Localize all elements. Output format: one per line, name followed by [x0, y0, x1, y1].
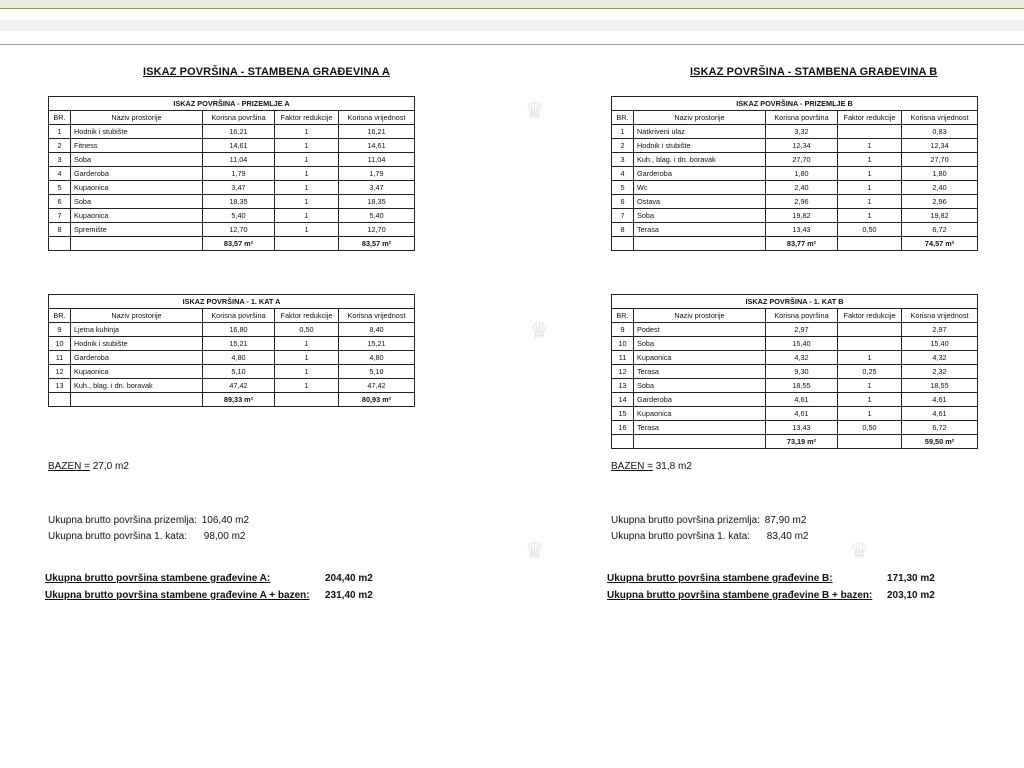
room-name: Soba: [71, 153, 203, 167]
total-value: 59,50 m²: [902, 435, 978, 449]
room-name: Soba: [71, 195, 203, 209]
watermark-crown-icon: ♛: [524, 98, 546, 123]
table-row: [612, 209, 978, 223]
sum-b-bazen-value: 203,10 m2: [887, 590, 935, 601]
room-name: Terasa: [634, 421, 766, 435]
usable-area: 11,04: [203, 153, 275, 167]
usable-area: 18,35: [203, 195, 275, 209]
room-name: Soba: [634, 209, 766, 223]
usable-area: 12,70: [203, 223, 275, 237]
table-row: [612, 195, 978, 209]
row-number: 5: [612, 181, 634, 195]
row-number: 3: [49, 153, 71, 167]
room-name: Garderoba: [71, 351, 203, 365]
room-name: Hodnik i stubište: [71, 337, 203, 351]
table-row: [612, 407, 978, 421]
usable-value: 16,21: [339, 125, 415, 139]
reduction-factor: 1: [838, 379, 902, 393]
table-row: [49, 139, 415, 153]
table-kat-a: [48, 294, 415, 407]
usable-area: 13,43: [766, 223, 838, 237]
usable-area: 2,96: [766, 195, 838, 209]
usable-area: 4,61: [766, 407, 838, 421]
table-prizemlje-a: [48, 96, 415, 251]
row-number: 10: [612, 337, 634, 351]
reduction-factor: 1: [838, 139, 902, 153]
table-caption: ISKAZ POVRŠINA - PRIZEMLJE A: [49, 97, 415, 111]
table-caption: ISKAZ POVRŠINA - 1. KAT A: [49, 295, 415, 309]
room-name: Hodnik i stubište: [634, 139, 766, 153]
bazen-a: [48, 461, 129, 472]
table-row: [612, 223, 978, 237]
column-header: Korisna vrijednost: [902, 309, 978, 323]
empty-cell: [275, 393, 339, 407]
reduction-factor: 1: [838, 209, 902, 223]
reduction-factor: 1: [838, 407, 902, 421]
usable-value: 2,96: [902, 195, 978, 209]
reduction-factor: 1: [275, 379, 339, 393]
top-frame-bar: [0, 0, 1024, 9]
sum-b-bazen-label: Ukupna brutto površina stambene građevine B + bazen:: [607, 590, 873, 601]
bruto-kat-a: [48, 531, 245, 542]
usable-area: 1,80: [766, 167, 838, 181]
bazen-b-value: 31,8 m2: [652, 461, 692, 472]
usable-value: 27,70: [902, 153, 978, 167]
table-total-row: [612, 237, 978, 251]
sum-a-label: Ukupna brutto površina stambene građevine A:: [45, 573, 271, 584]
empty-cell: [71, 237, 203, 251]
table-row: [612, 421, 978, 435]
usable-value: 3,47: [339, 181, 415, 195]
bruto-prizemlje-b-value: 87,90 m2: [764, 515, 807, 526]
row-number: 11: [49, 351, 71, 365]
usable-value: 5,10: [339, 365, 415, 379]
table-row: [612, 393, 978, 407]
empty-cell: [838, 237, 902, 251]
column-header: Korisna površina: [766, 309, 838, 323]
room-name: Garderoba: [71, 167, 203, 181]
reduction-factor: 1: [275, 209, 339, 223]
table-row: [49, 323, 415, 337]
row-number: 4: [49, 167, 71, 181]
empty-cell: [838, 435, 902, 449]
table-row: [612, 125, 978, 139]
column-header: Korisna vrijednost: [339, 309, 415, 323]
row-number: 1: [612, 125, 634, 139]
reduction-factor: 1: [275, 351, 339, 365]
table-caption: ISKAZ POVRŠINA - PRIZEMLJE B: [612, 97, 978, 111]
reduction-factor: 1: [838, 195, 902, 209]
table-row: [612, 167, 978, 181]
usable-value: 18,55: [902, 379, 978, 393]
bazen-b: [611, 461, 692, 472]
room-name: Kupaonica: [634, 407, 766, 421]
watermark-crown-icon: ♛: [529, 318, 551, 343]
table-row: [49, 181, 415, 195]
bruto-kat-b-label: Ukupna brutto površina 1. kata:: [611, 531, 750, 542]
row-number: 1: [49, 125, 71, 139]
row-number: 9: [612, 323, 634, 337]
row-number: 7: [49, 209, 71, 223]
reduction-factor: 1: [275, 337, 339, 351]
reduction-factor: 1: [275, 365, 339, 379]
empty-cell: [275, 237, 339, 251]
sum-a: [45, 573, 375, 584]
room-name: Hodnik i stubište: [71, 125, 203, 139]
room-name: Fitness: [71, 139, 203, 153]
bruto-kat-a-value: 98,00 m2: [203, 531, 246, 542]
row-number: 13: [49, 379, 71, 393]
usable-area: 4,61: [766, 393, 838, 407]
empty-cell: [634, 237, 766, 251]
sum-a-bazen-label: Ukupna brutto površina stambene građevine A + bazen:: [45, 590, 310, 601]
column-header: Naziv prostorije: [634, 111, 766, 125]
table-prizemlje-b: [611, 96, 978, 251]
usable-value: 11,04: [339, 153, 415, 167]
bruto-prizemlje-b: [611, 515, 806, 526]
row-number: 3: [612, 153, 634, 167]
table-header-row: [49, 111, 415, 125]
row-number: 2: [49, 139, 71, 153]
reduction-factor: 0,50: [838, 223, 902, 237]
column-header: Naziv prostorije: [71, 309, 203, 323]
table-row: [612, 153, 978, 167]
total-area: 83,77 m²: [766, 237, 838, 251]
table-total-row: [49, 393, 415, 407]
table-caption: ISKAZ POVRŠINA - 1. KAT B: [612, 295, 978, 309]
usable-value: 4,32: [902, 351, 978, 365]
usable-value: 4,61: [902, 393, 978, 407]
usable-area: 9,30: [766, 365, 838, 379]
reduction-factor: 1: [838, 153, 902, 167]
usable-area: 2,97: [766, 323, 838, 337]
row-number: 14: [612, 393, 634, 407]
sum-a-bazen-value: 231,40 m2: [325, 590, 373, 601]
usable-area: 4,32: [766, 351, 838, 365]
column-header: Korisna vrijednost: [902, 111, 978, 125]
column-header: Faktor redukcije: [838, 111, 902, 125]
room-name: Soba: [634, 379, 766, 393]
row-number: 6: [612, 195, 634, 209]
room-name: Terasa: [634, 223, 766, 237]
table-row: [49, 379, 415, 393]
table-row: [49, 351, 415, 365]
bruto-prizemlje-a: [48, 515, 249, 526]
usable-value: 1,79: [339, 167, 415, 181]
room-name: Garderoba: [634, 393, 766, 407]
page-top-rule: [0, 44, 1024, 45]
table-row: [49, 209, 415, 223]
table-row: [612, 365, 978, 379]
total-value: 80,93 m²: [339, 393, 415, 407]
room-name: Kupaonica: [634, 351, 766, 365]
usable-value: 6,72: [902, 421, 978, 435]
usable-value: 4,80: [339, 351, 415, 365]
reduction-factor: 1: [275, 181, 339, 195]
empty-cell: [71, 393, 203, 407]
reduction-factor: [838, 125, 902, 139]
room-name: Kupaonica: [71, 181, 203, 195]
usable-value: 15,21: [339, 337, 415, 351]
usable-value: 47,42: [339, 379, 415, 393]
room-name: Kupaonica: [71, 209, 203, 223]
usable-area: 4,80: [203, 351, 275, 365]
reduction-factor: 1: [275, 195, 339, 209]
row-number: 8: [49, 223, 71, 237]
reduction-factor: [838, 337, 902, 351]
usable-area: 1,79: [203, 167, 275, 181]
row-number: 7: [612, 209, 634, 223]
bazen-b-label: BAZEN =: [611, 461, 653, 472]
empty-cell: [49, 393, 71, 407]
row-number: 8: [612, 223, 634, 237]
column-header: BR.: [612, 309, 634, 323]
column-header: Naziv prostorije: [634, 309, 766, 323]
row-number: 12: [612, 365, 634, 379]
sum-a-bazen: [45, 590, 375, 601]
table-row: [612, 139, 978, 153]
usable-area: 47,42: [203, 379, 275, 393]
column-header: BR.: [49, 309, 71, 323]
bruto-prizemlje-a-label: Ukupna brutto površina prizemlja:: [48, 515, 197, 526]
table-row: [49, 195, 415, 209]
room-name: Soba: [634, 337, 766, 351]
usable-area: 5,40: [203, 209, 275, 223]
room-name: Terasa: [634, 365, 766, 379]
table-kat-b: [611, 294, 978, 449]
room-name: Kuh., blag. i dn. boravak: [634, 153, 766, 167]
building-a-title: ISKAZ POVRŠINA - STAMBENA GRAĐEVINA A: [143, 66, 390, 78]
sum-b-label: Ukupna brutto površina stambene građevine B:: [607, 573, 833, 584]
table-row: [49, 167, 415, 181]
bruto-kat-a-label: Ukupna brutto površina 1. kata:: [48, 531, 187, 542]
usable-value: 19,82: [902, 209, 978, 223]
bruto-kat-b-value: 83,40 m2: [766, 531, 809, 542]
reduction-factor: 0,50: [275, 323, 339, 337]
usable-area: 3,32: [766, 125, 838, 139]
table-row: [49, 365, 415, 379]
row-number: 13: [612, 379, 634, 393]
table-header-row: [612, 309, 978, 323]
usable-value: 2,40: [902, 181, 978, 195]
reduction-factor: [838, 323, 902, 337]
reduction-factor: 1: [838, 167, 902, 181]
table-row: [612, 323, 978, 337]
usable-value: 14,61: [339, 139, 415, 153]
table-header-row: [612, 111, 978, 125]
total-area: 83,57 m²: [203, 237, 275, 251]
usable-value: 8,40: [339, 323, 415, 337]
column-header: Korisna površina: [203, 111, 275, 125]
column-header: Korisna vrijednost: [339, 111, 415, 125]
usable-area: 18,55: [766, 379, 838, 393]
usable-value: 18,35: [339, 195, 415, 209]
table-total-row: [49, 237, 415, 251]
room-name: Ljetna kuhinja: [71, 323, 203, 337]
reduction-factor: 1: [275, 139, 339, 153]
column-header: BR.: [612, 111, 634, 125]
reduction-factor: 1: [275, 125, 339, 139]
usable-value: 1,80: [902, 167, 978, 181]
sum-b-value: 171,30 m2: [887, 573, 935, 584]
row-number: 11: [612, 351, 634, 365]
usable-value: 6,72: [902, 223, 978, 237]
row-number: 15: [612, 407, 634, 421]
row-number: 10: [49, 337, 71, 351]
top-strip: [0, 20, 1024, 31]
table-row: [49, 125, 415, 139]
table-total-row: [612, 435, 978, 449]
total-value: 83,57 m²: [339, 237, 415, 251]
table-row: [612, 351, 978, 365]
row-number: 16: [612, 421, 634, 435]
room-name: Wc: [634, 181, 766, 195]
usable-value: 5,40: [339, 209, 415, 223]
usable-value: 2,32: [902, 365, 978, 379]
row-number: 12: [49, 365, 71, 379]
sum-b: [607, 573, 942, 584]
column-header: BR.: [49, 111, 71, 125]
usable-area: 16,21: [203, 125, 275, 139]
watermark-crown-icon: ♛: [524, 538, 546, 563]
table-row: [612, 181, 978, 195]
usable-value: 4,61: [902, 407, 978, 421]
room-name: Garderoba: [634, 167, 766, 181]
usable-area: 19,82: [766, 209, 838, 223]
usable-area: 12,34: [766, 139, 838, 153]
usable-value: 12,34: [902, 139, 978, 153]
sum-b-bazen: [607, 590, 942, 601]
column-header: Faktor redukcije: [275, 309, 339, 323]
empty-cell: [612, 237, 634, 251]
usable-area: 5,10: [203, 365, 275, 379]
bruto-kat-b: [611, 531, 808, 542]
empty-cell: [634, 435, 766, 449]
empty-cell: [612, 435, 634, 449]
total-area: 73,19 m²: [766, 435, 838, 449]
empty-cell: [49, 237, 71, 251]
column-header: Faktor redukcije: [275, 111, 339, 125]
row-number: 2: [612, 139, 634, 153]
column-header: Korisna površina: [203, 309, 275, 323]
usable-area: 2,40: [766, 181, 838, 195]
bazen-a-value: 27,0 m2: [89, 461, 129, 472]
building-b-title: ISKAZ POVRŠINA - STAMBENA GRAĐEVINA B: [690, 66, 938, 78]
reduction-factor: 1: [838, 181, 902, 195]
usable-value: 15,40: [902, 337, 978, 351]
bruto-prizemlje-b-label: Ukupna brutto površina prizemlja:: [611, 515, 760, 526]
reduction-factor: 1: [838, 393, 902, 407]
room-name: Ostava: [634, 195, 766, 209]
row-number: 4: [612, 167, 634, 181]
table-row: [49, 223, 415, 237]
column-header: Naziv prostorije: [71, 111, 203, 125]
total-value: 74,57 m²: [902, 237, 978, 251]
usable-area: 14,61: [203, 139, 275, 153]
usable-value: 12,70: [339, 223, 415, 237]
table-row: [49, 337, 415, 351]
usable-area: 15,21: [203, 337, 275, 351]
table-row: [49, 153, 415, 167]
room-name: Kupaonica: [71, 365, 203, 379]
reduction-factor: 1: [275, 167, 339, 181]
table-row: [612, 379, 978, 393]
row-number: 9: [49, 323, 71, 337]
reduction-factor: 0,25: [838, 365, 902, 379]
column-header: Faktor redukcije: [838, 309, 902, 323]
sum-a-value: 204,40 m2: [325, 573, 373, 584]
usable-area: 3,47: [203, 181, 275, 195]
usable-area: 15,40: [766, 337, 838, 351]
watermark-crown-icon: ♛: [849, 538, 871, 563]
column-header: Korisna površina: [766, 111, 838, 125]
reduction-factor: 1: [838, 351, 902, 365]
row-number: 5: [49, 181, 71, 195]
room-name: Natkriveni ulaz: [634, 125, 766, 139]
table-row: [612, 337, 978, 351]
table-header-row: [49, 309, 415, 323]
usable-value: 0,83: [902, 125, 978, 139]
room-name: Spremište: [71, 223, 203, 237]
bazen-a-label: BAZEN =: [48, 461, 90, 472]
usable-area: 27,70: [766, 153, 838, 167]
usable-value: 2,97: [902, 323, 978, 337]
reduction-factor: 0,50: [838, 421, 902, 435]
usable-area: 16,80: [203, 323, 275, 337]
room-name: Podest: [634, 323, 766, 337]
reduction-factor: 1: [275, 153, 339, 167]
usable-area: 13,43: [766, 421, 838, 435]
room-name: Kuh., blag. i dn. boravak: [71, 379, 203, 393]
total-area: 89,33 m²: [203, 393, 275, 407]
reduction-factor: 1: [275, 223, 339, 237]
bruto-prizemlje-a-value: 106,40 m2: [201, 515, 250, 526]
row-number: 6: [49, 195, 71, 209]
